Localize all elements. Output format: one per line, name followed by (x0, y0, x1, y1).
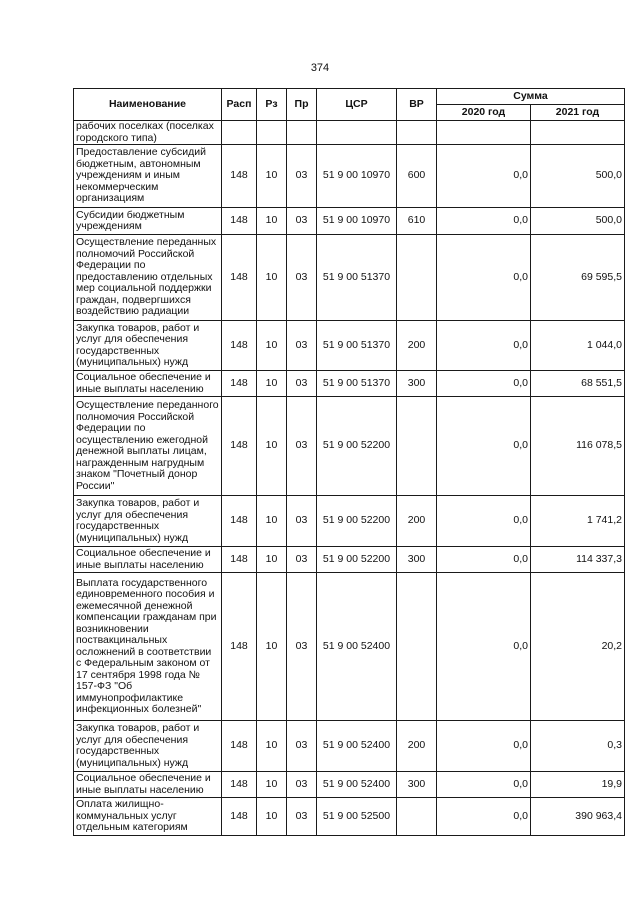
table-body (74, 121, 625, 836)
cell-csr: 51 9 00 52200 (317, 496, 397, 547)
header-name: Наименование (74, 89, 222, 121)
cell-rasp: 148 (222, 721, 257, 772)
cell-csr: 51 9 00 52400 (317, 772, 397, 798)
table-row (74, 397, 625, 496)
cell-name: Оплата жилищно-коммунальных услуг отдельным категориям (74, 798, 222, 836)
cell-y2020: 0,0 (437, 397, 531, 496)
cell-rasp: 148 (222, 547, 257, 573)
cell-vr (397, 798, 437, 836)
cell-name: Предоставление субсидий бюджетным, автономным учреждениям и иным некоммерческим организациям (74, 145, 222, 208)
cell-rz: 10 (257, 798, 287, 836)
cell-vr (397, 573, 437, 721)
cell-rz: 10 (257, 208, 287, 235)
cell-name: Закупка товаров, работ и услуг для обеспечения государственных (муниципальных) нужд (74, 321, 222, 371)
cell-name: Закупка товаров, работ и услуг для обеспечения государственных (муниципальных) нужд (74, 496, 222, 547)
cell-rasp: 148 (222, 798, 257, 836)
cell-rasp: 148 (222, 496, 257, 547)
cell-pr: 03 (287, 573, 317, 721)
header-csr: ЦСР (317, 89, 397, 121)
cell-vr: 200 (397, 321, 437, 371)
budget-table (73, 88, 625, 836)
cell-vr: 300 (397, 547, 437, 573)
page-number: 374 (310, 62, 330, 74)
cell-y2021 (531, 121, 625, 145)
cell-rz: 10 (257, 235, 287, 321)
table-row (74, 496, 625, 547)
cell-name: Осуществление переданных полномочий Российской Федерации по предоставлению отдельных мер социальной поддержки граждан, подвергшихся воздействию радиации (74, 235, 222, 321)
cell-rasp: 148 (222, 397, 257, 496)
cell-rz: 10 (257, 721, 287, 772)
cell-rz: 10 (257, 321, 287, 371)
table-row (74, 235, 625, 321)
header-sum: Сумма (437, 89, 625, 105)
cell-rasp: 148 (222, 235, 257, 321)
cell-name: рабочих поселках (поселках городского типа) (74, 121, 222, 145)
cell-rz: 10 (257, 547, 287, 573)
table-row (74, 321, 625, 371)
cell-csr: 51 9 00 52500 (317, 798, 397, 836)
cell-pr: 03 (287, 721, 317, 772)
cell-rasp: 148 (222, 145, 257, 208)
cell-y2021: 500,0 (531, 208, 625, 235)
cell-y2020: 0,0 (437, 235, 531, 321)
cell-y2021: 1 044,0 (531, 321, 625, 371)
cell-vr (397, 397, 437, 496)
cell-name: Социальное обеспечение и иные выплаты населению (74, 547, 222, 573)
cell-rasp: 148 (222, 772, 257, 798)
cell-y2020: 0,0 (437, 547, 531, 573)
cell-y2021: 0,3 (531, 721, 625, 772)
cell-y2020: 0,0 (437, 721, 531, 772)
header-2021: 2021 год (531, 105, 625, 121)
header-rasp: Расп (222, 89, 257, 121)
cell-pr: 03 (287, 321, 317, 371)
cell-vr: 610 (397, 208, 437, 235)
cell-csr: 51 9 00 10970 (317, 145, 397, 208)
cell-y2021: 116 078,5 (531, 397, 625, 496)
cell-y2020: 0,0 (437, 371, 531, 397)
cell-name: Субсидии бюджетным учреждениям (74, 208, 222, 235)
cell-rasp: 148 (222, 573, 257, 721)
cell-rz (257, 121, 287, 145)
cell-csr (317, 121, 397, 145)
header-rz: Рз (257, 89, 287, 121)
table-row (74, 798, 625, 836)
cell-rz: 10 (257, 496, 287, 547)
header-pr: Пр (287, 89, 317, 121)
table-row (74, 121, 625, 145)
cell-y2020: 0,0 (437, 496, 531, 547)
cell-name: Выплата государственного единовременного пособия и ежемесячной денежной компенсации гражданам при возникновении поствакцинальных осложнений в соответствии с Федеральным законом от 17 сентября 1998 года № 157-ФЗ "Об иммунопрофилактике инфекционных болезней" (74, 573, 222, 721)
table-row (74, 547, 625, 573)
cell-csr: 51 9 00 52200 (317, 397, 397, 496)
cell-pr: 03 (287, 145, 317, 208)
cell-csr: 51 9 00 52400 (317, 573, 397, 721)
cell-pr: 03 (287, 772, 317, 798)
cell-pr: 03 (287, 208, 317, 235)
cell-y2021: 1 741,2 (531, 496, 625, 547)
cell-rz: 10 (257, 772, 287, 798)
cell-y2020 (437, 121, 531, 145)
cell-rz: 10 (257, 573, 287, 721)
cell-y2020: 0,0 (437, 772, 531, 798)
cell-y2020: 0,0 (437, 145, 531, 208)
cell-vr: 300 (397, 772, 437, 798)
cell-y2020: 0,0 (437, 321, 531, 371)
cell-vr: 200 (397, 496, 437, 547)
header-vr: ВР (397, 89, 437, 121)
cell-rz: 10 (257, 145, 287, 208)
cell-csr: 51 9 00 10970 (317, 208, 397, 235)
table-row (74, 371, 625, 397)
cell-y2021: 390 963,4 (531, 798, 625, 836)
table-row (74, 145, 625, 208)
cell-rasp (222, 121, 257, 145)
table-row (74, 721, 625, 772)
cell-y2021: 20,2 (531, 573, 625, 721)
cell-csr: 51 9 00 51370 (317, 321, 397, 371)
cell-pr (287, 121, 317, 145)
cell-pr: 03 (287, 235, 317, 321)
cell-y2021: 68 551,5 (531, 371, 625, 397)
cell-vr: 600 (397, 145, 437, 208)
cell-rz: 10 (257, 371, 287, 397)
header-2020: 2020 год (437, 105, 531, 121)
cell-pr: 03 (287, 547, 317, 573)
cell-name: Закупка товаров, работ и услуг для обеспечения государственных (муниципальных) нужд (74, 721, 222, 772)
cell-pr: 03 (287, 397, 317, 496)
cell-csr: 51 9 00 52400 (317, 721, 397, 772)
cell-rz: 10 (257, 397, 287, 496)
table-row (74, 208, 625, 235)
cell-csr: 51 9 00 52200 (317, 547, 397, 573)
cell-csr: 51 9 00 51370 (317, 235, 397, 321)
cell-y2020: 0,0 (437, 208, 531, 235)
cell-y2020: 0,0 (437, 798, 531, 836)
cell-pr: 03 (287, 371, 317, 397)
table-row (74, 772, 625, 798)
cell-name: Социальное обеспечение и иные выплаты населению (74, 772, 222, 798)
cell-y2021: 500,0 (531, 145, 625, 208)
cell-rasp: 148 (222, 321, 257, 371)
cell-name: Осуществление переданного полномочия Российской Федерации по осуществлению ежегодной денежной выплаты лицам, награжденным нагрудным знаком "Почетный донор России" (74, 397, 222, 496)
cell-rasp: 148 (222, 371, 257, 397)
cell-y2021: 19,9 (531, 772, 625, 798)
cell-name: Социальное обеспечение и иные выплаты населению (74, 371, 222, 397)
cell-pr: 03 (287, 798, 317, 836)
cell-vr: 200 (397, 721, 437, 772)
cell-y2021: 69 595,5 (531, 235, 625, 321)
cell-y2021: 114 337,3 (531, 547, 625, 573)
cell-vr (397, 121, 437, 145)
table-row (74, 573, 625, 721)
cell-y2020: 0,0 (437, 573, 531, 721)
cell-csr: 51 9 00 51370 (317, 371, 397, 397)
cell-rasp: 148 (222, 208, 257, 235)
cell-pr: 03 (287, 496, 317, 547)
cell-vr: 300 (397, 371, 437, 397)
cell-vr (397, 235, 437, 321)
